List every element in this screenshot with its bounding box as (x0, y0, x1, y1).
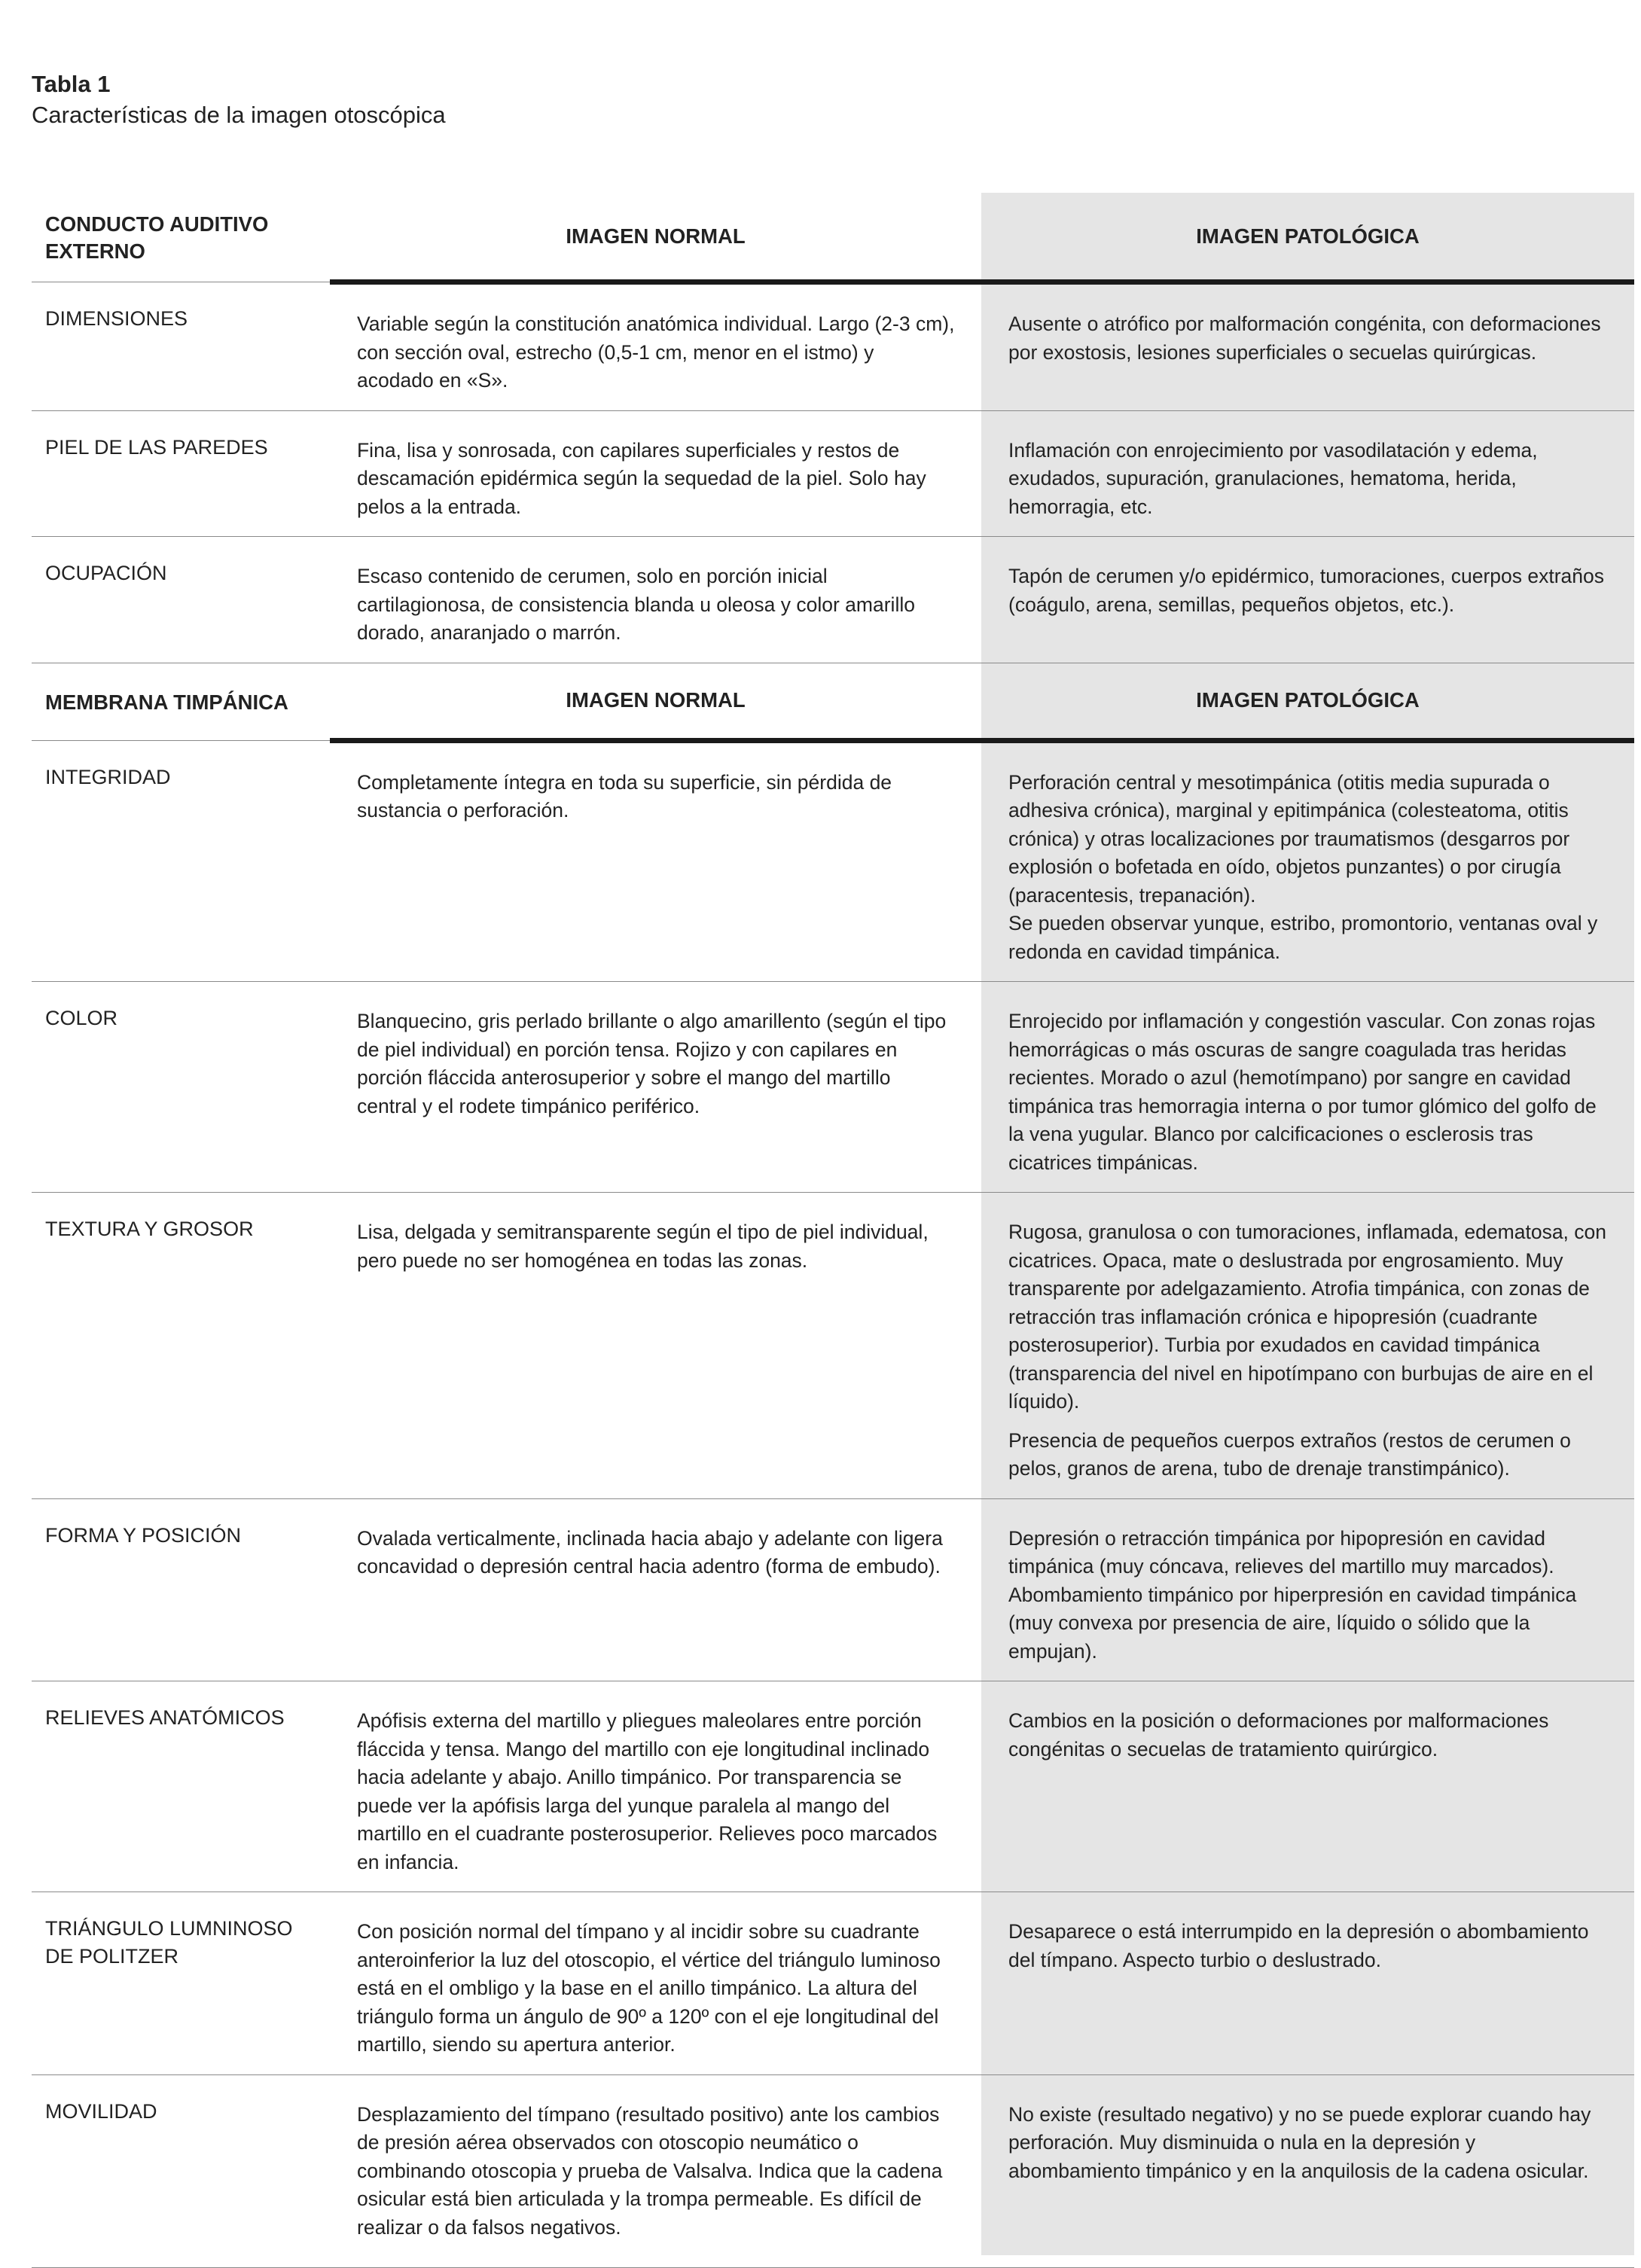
cell-normal (330, 740, 981, 982)
cell-text: Apófisis externa del martillo y pliegues maleolares entre porción fláccida y tensa. Mango del martillo con eje longitudinal inclinado hacia adelante y abajo. Anillo timpánico. Por transparencia se puede ver la apófisis larga del yunque paralela al mango del martillo en el cuadrante posterosuperior. Relieves poco marcados en infancia. (357, 1709, 938, 1873)
section-title: MEMBRANA TIMPÁNICA (32, 663, 330, 740)
cell-pathological (981, 740, 1634, 982)
row-label: DIMENSIONES (32, 282, 330, 411)
cell-text: Desplazamiento del tímpano (resultado positivo) ante los cambios de presión aérea observados con otoscopio neumático o combinando otoscopia y prueba de Valsalva. Indica que la cadena osicular está bien articulada y la trompa permeable. Es difícil de realizar o da falsos negativos. (357, 2102, 943, 2239)
table-title: Características de la imagen otoscópica (32, 102, 446, 128)
cell-text: Escaso contenido de cerumen, solo en porción inicial cartilagionosa, de consistencia blanda u oleosa y color amarillo dorado, anaranjado o marrón. (357, 565, 915, 644)
cell-pathological (981, 1892, 1634, 2075)
section-header (32, 193, 1634, 282)
cell-normal (330, 537, 981, 663)
row-label: MOVILIDAD (32, 2074, 330, 2268)
table-row (32, 410, 1634, 537)
table-label: Tabla 1 (32, 71, 111, 97)
row-label: PIEL DE LAS PAREDES (32, 410, 330, 537)
table-row (32, 1681, 1634, 1892)
cell-text: Inflamación con enrojecimiento por vasodilatación y edema, exudados, supuración, granulaciones, hematoma, herida, hemorragia, etc. (1008, 438, 1538, 518)
row-label: TRIÁNGULO LUMNINOSO DE POLITZER (32, 1892, 330, 2075)
otoscopy-table (32, 193, 1634, 2268)
cell-text: Rugosa, granulosa o con tumoraciones, inflamada, edematosa, con cicatrices. Opaca, mate o deslustrada por engrosamiento. Muy transparente por adelgazamiento. Atrofia timpánica, con zonas de retracción tras inflamación crónica e hipopresión (cuadrante posterosuperior). Turbia por exudados en cavidad timpánica (transparencia del nivel en hipotímpano con burbujas de aire en el líquido). (1008, 1221, 1607, 1413)
cell-pathological (981, 982, 1634, 1193)
cell-normal (330, 1498, 981, 1681)
cell-pathological (981, 2074, 1634, 2268)
row-label: TEXTURA Y GROSOR (32, 1193, 330, 1499)
section-title: CONDUCTO AUDITIVO EXTERNO (32, 193, 330, 282)
row-label: COLOR (32, 982, 330, 1193)
row-label: OCUPACIÓN (32, 537, 330, 663)
cell-normal (330, 1193, 981, 1499)
cell-pathological (981, 1193, 1634, 1499)
cell-text: Completamente íntegra en toda su superficie, sin pérdida de sustancia o perforación. (357, 770, 892, 822)
cell-text: Enrojecido por inflamación y congestión vascular. Con zonas rojas hemorrágicas o más oscuras de sangre coagulada tras heridas recientes. Morado o azul (hemotímpano) por sangre en cavidad timpánica tras hemorragia interna o por tumor glómico del golfo de la vena yugular. Blanco por calcificaciones o esclerosis tras cicatrices timpánicas. (1008, 1010, 1597, 1174)
cell-text: Con posición normal del tímpano y al incidir sobre su cuadrante anteroinferior la luz del otoscopio, el vértice del triángulo luminoso está en el ombligo y la base en el anillo timpánico. La altura del triángulo forma un ángulo de 90º a 120º con el eje longitudinal del martillo, siendo su apertura anterior. (357, 1920, 941, 2056)
cell-normal (330, 410, 981, 537)
table-row (32, 1892, 1634, 2075)
cell-pathological (981, 410, 1634, 537)
cell-text: Lisa, delgada y semitransparente según el tipo de piel individual, pero puede no ser homogénea en todas las zonas. (357, 1221, 929, 1272)
column-header-pathological: IMAGEN PATOLÓGICA (981, 663, 1634, 740)
table-row (32, 282, 1634, 411)
row-label: FORMA Y POSICIÓN (32, 1498, 330, 1681)
cell-text: Se pueden observar yunque, estribo, promontorio, ventanas oval y redonda en cavidad timpánica. (1008, 912, 1598, 963)
row-label: RELIEVES ANATÓMICOS (32, 1681, 330, 1892)
cell-pathological (981, 1498, 1634, 1681)
cell-text: Cambios en la posición o deformaciones por malformaciones congénitas o secuelas de tratamiento quirúrgico. (1008, 1709, 1549, 1760)
cell-text: Blanquecino, gris perlado brillante o algo amarillento (según el tipo de piel individual) en porción tensa. Rojizo y con capilares en porción fláccida anterosuperior y sobre el mango del martillo central y el rodete timpánico periférico. (357, 1010, 947, 1117)
table-row (32, 2074, 1634, 2268)
cell-normal (330, 2074, 981, 2268)
cell-pathological (981, 1681, 1634, 1892)
cell-text: Fina, lisa y sonrosada, con capilares superficiales y restos de descamación epidérmica según la sequedad de la piel. Solo hay pelos a la entrada. (357, 438, 926, 518)
row-label: INTEGRIDAD (32, 740, 330, 982)
table-row (32, 982, 1634, 1193)
table-caption (32, 69, 446, 131)
cell-text: Ausente o atrófico por malformación congénita, con deformaciones por exostosis, lesiones superficiales o secuelas quirúrgicas. (1008, 312, 1601, 364)
cell-text: Ovalada verticalmente, inclinada hacia abajo y adelante con ligera concavidad o depresión central hacia adentro (forma de embudo). (357, 1526, 943, 1578)
cell-normal (330, 282, 981, 411)
cell-text: Variable según la constitución anatómica individual. Largo (2-3 cm), con sección oval, estrecho (0,5-1 cm, menor en el istmo) y acodado en «S». (357, 312, 955, 392)
table-row (32, 1193, 1634, 1499)
cell-pathological (981, 537, 1634, 663)
table-row (32, 537, 1634, 663)
column-header-normal: IMAGEN NORMAL (330, 663, 981, 740)
cell-text: Perforación central y mesotimpánica (otitis media supurada o adhesiva crónica), marginal y epitimpánica (colesteatoma, otitis crónica) y otras localizaciones por traumatismos (desgarros por explosión o bofetada en oído, objetos punzantes) o por cirugía (paracentesis, trepanación). (1008, 770, 1570, 907)
cell-text: No existe (resultado negativo) y no se puede explorar cuando hay perforación. Muy disminuida o nula en la depresión y abombamiento timpánico y en la anquilosis de la cadena osicular. (1008, 2102, 1591, 2182)
column-header-pathological: IMAGEN PATOLÓGICA (981, 193, 1634, 282)
cell-text: Desaparece o está interrumpido en la depresión o abombamiento del tímpano. Aspecto turbio o deslustrado. (1008, 1920, 1589, 1971)
cell-normal (330, 982, 981, 1193)
cell-pathological (981, 282, 1634, 411)
cell-text: Presencia de pequeños cuerpos extraños (restos de cerumen o pelos, granos de arena, tubo de drenaje transtimpánico). (1008, 1428, 1571, 1480)
table-row (32, 740, 1634, 982)
cell-text: Tapón de cerumen y/o epidérmico, tumoraciones, cuerpos extraños (coágulo, arena, semillas, pequeños objetos, etc.). (1008, 565, 1605, 616)
column-header-normal: IMAGEN NORMAL (330, 193, 981, 282)
cell-text: Depresión o retracción timpánica por hipopresión en cavidad timpánica (muy cóncava, relieves del martillo muy marcados). Abombamiento timpánico por hiperpresión en cavidad timpánica (muy convexa por presencia de aire, líquido o sólido que la empujan). (1008, 1526, 1577, 1663)
section-header (32, 663, 1634, 740)
table-row (32, 1498, 1634, 1681)
cell-normal (330, 1681, 981, 1892)
cell-normal (330, 1892, 981, 2075)
